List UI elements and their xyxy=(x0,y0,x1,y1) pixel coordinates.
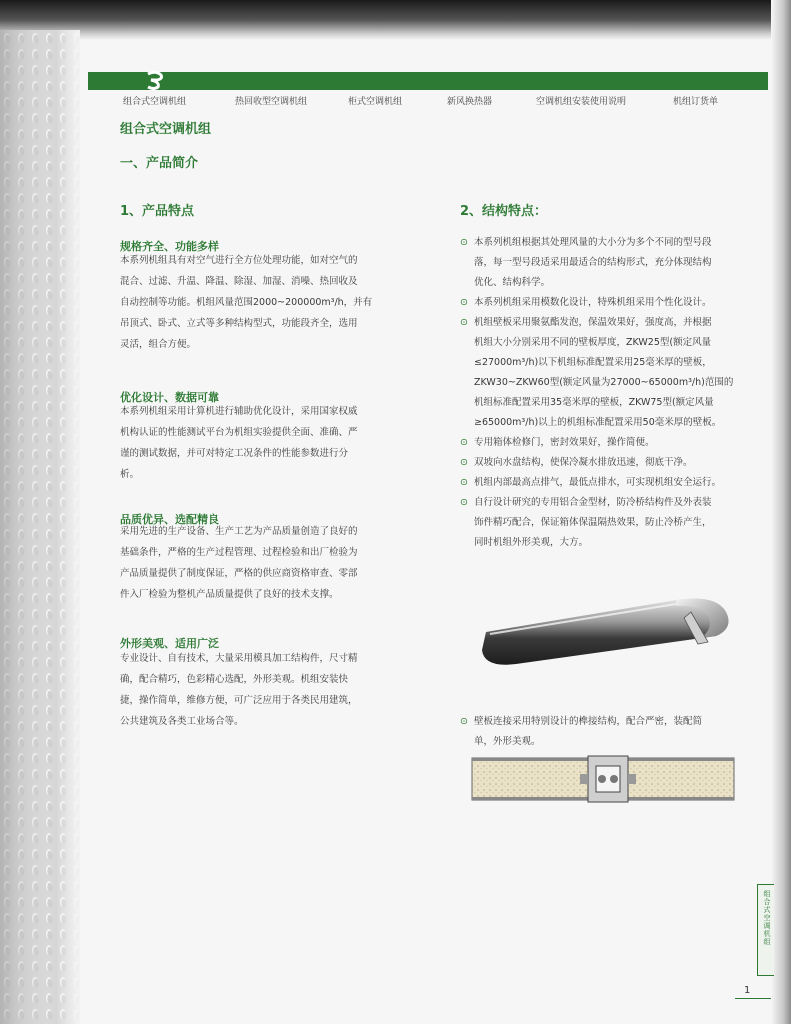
section-title: 外形美观、适用广泛 xyxy=(120,637,219,650)
perforated-spine-strip xyxy=(0,30,80,1024)
brand-logo-icon xyxy=(146,70,164,90)
list-item: ⊙ 机组内部最高点排气，最低点排水，可实现机组安全运行。 xyxy=(460,473,760,493)
scan-shadow-right xyxy=(771,0,791,1024)
list-item: ⊙ 本系列机组采用模数化设计，特殊机组采用个性化设计。 xyxy=(460,293,760,313)
intro-heading: 一、产品简介 xyxy=(120,156,199,171)
section-title: 规格齐全、功能多样 xyxy=(120,240,219,253)
nav-item[interactable]: 机组订货单 xyxy=(673,97,719,107)
text-line: 确，配合精巧，色彩精心选配，外形美观。机组安装快 xyxy=(120,674,349,685)
section-title: 品质优异、选配精良 xyxy=(120,513,219,526)
text-line: 析。 xyxy=(120,469,140,480)
section-title: 优化设计、数据可靠 xyxy=(120,391,219,404)
bullet-icon: ⊙ xyxy=(460,317,468,328)
section-body xyxy=(120,521,412,605)
text-line: 混合、过滤、升温、降温、除湿、加湿、消噪、热回收及 xyxy=(120,276,358,287)
page-number: 1 xyxy=(744,985,751,996)
text-line: 公共建筑及各类工业场合等。 xyxy=(120,716,244,727)
structure-list xyxy=(460,233,760,553)
list-item: ⊙ 自行设计研究的专用铝合金型材，防冷桥结构件及外表装 饰件精巧配合，保证箱体保温隔热效果，防止冷桥产生， 同时机组外形美观，大方。 xyxy=(460,493,760,553)
bullet-icon: ⊙ xyxy=(460,477,468,488)
page-title: 组合式空调机组 xyxy=(120,122,212,137)
text-line: 自动控制等功能。机组风量范围2000~200000m³/h，并有 xyxy=(120,297,373,308)
bullet-icon: ⊙ xyxy=(460,457,468,468)
text-line: 专业设计、自有技术，大量采用模具加工结构件，尺寸精 xyxy=(120,653,358,664)
nav-item[interactable]: 热回收型空调机组 xyxy=(235,97,308,107)
bullet-icon: ⊙ xyxy=(460,237,468,248)
bullet-icon: ⊙ xyxy=(460,297,468,308)
text-line: 基础条件，严格的生产过程管理、过程检验和出厂检验为 xyxy=(120,547,358,558)
bullet-icon: ⊙ xyxy=(460,716,468,727)
nav-item[interactable]: 柜式空调机组 xyxy=(348,97,403,107)
text-line: 吊顶式、卧式、立式等多种结构型式，功能段齐全，选用 xyxy=(120,318,358,329)
section-body xyxy=(120,401,412,485)
structure-list-continued xyxy=(460,712,760,752)
bullet-icon: ⊙ xyxy=(460,437,468,448)
text-line: 捷，操作简单，维修方便，可广泛应用于各类民用建筑， xyxy=(120,695,358,706)
aluminum-profile-image xyxy=(476,592,742,670)
section-body xyxy=(120,250,412,355)
text-line: 谨的测试数据，并可对特定工况条件的性能参数进行分 xyxy=(120,448,349,459)
scan-shadow-top xyxy=(0,0,791,40)
text-line: 采用先进的生产设备、生产工艺为产品质量创造了良好的 xyxy=(120,526,358,537)
nav-item[interactable]: 新风换热器 xyxy=(447,97,493,107)
list-item: ⊙ 壁板连接采用特别设计的榫接结构，配合严密，装配简 单，外形美观。 xyxy=(460,712,760,752)
top-navigation xyxy=(100,92,768,108)
list-item: ⊙ 机组壁板采用聚氨酯发泡，保温效果好，强度高，并根据 机组大小分别采用不同的壁板厚度，ZKW25型(额定风量 ≤27000m³/h)以下机组标准配置采用25毫米厚的壁板， ZKW30~ZKW60型(额定风量为27000~65000m³/h)范围的 机组标准配置采用35毫米厚的壁板，ZKW75型(额定风量 ≥65000m³/h)以上的机组标准配置采用50毫米厚的壁板。 xyxy=(460,313,760,433)
features-heading: 1、产品特点 xyxy=(120,204,195,219)
text-line: 机构认证的性能测试平台为机组实验提供全面、准确、严 xyxy=(120,427,358,438)
text-line: 件入厂检验为整机产品质量提供了良好的技术支撑。 xyxy=(120,589,339,600)
text-line: 本系列机组具有对空气进行全方位处理功能，如对空气的 xyxy=(120,255,358,266)
side-section-label: 组合式空调机组 xyxy=(763,890,771,946)
header-green-bar xyxy=(88,72,768,90)
text-line: 灵活，组合方便。 xyxy=(120,339,197,350)
panel-joint-image xyxy=(470,752,736,806)
text-line: 本系列机组采用计算机进行辅助优化设计，采用国家权威 xyxy=(120,406,358,417)
nav-item[interactable]: 空调机组安装使用说明 xyxy=(536,97,627,107)
nav-item[interactable]: 组合式空调机组 xyxy=(123,97,187,107)
section-body xyxy=(120,648,412,732)
structure-heading: 2、结构特点： xyxy=(460,204,548,219)
list-item: ⊙ 本系列机组根据其处理风量的大小分为多个不同的型号段 落，每一型号段适采用最适合的结构形式，充分体现结构 优化、结构科学。 xyxy=(460,233,760,293)
list-item: ⊙ 专用箱体检修门，密封效果好，操作简便。 xyxy=(460,433,760,453)
page-number-rule xyxy=(735,998,771,999)
list-item: ⊙ 双坡向水盘结构，使保冷凝水排放迅速，彻底干净。 xyxy=(460,453,760,473)
bullet-icon: ⊙ xyxy=(460,497,468,508)
text-line: 产品质量提供了制度保证，严格的供应商资格审查、零部 xyxy=(120,568,358,579)
